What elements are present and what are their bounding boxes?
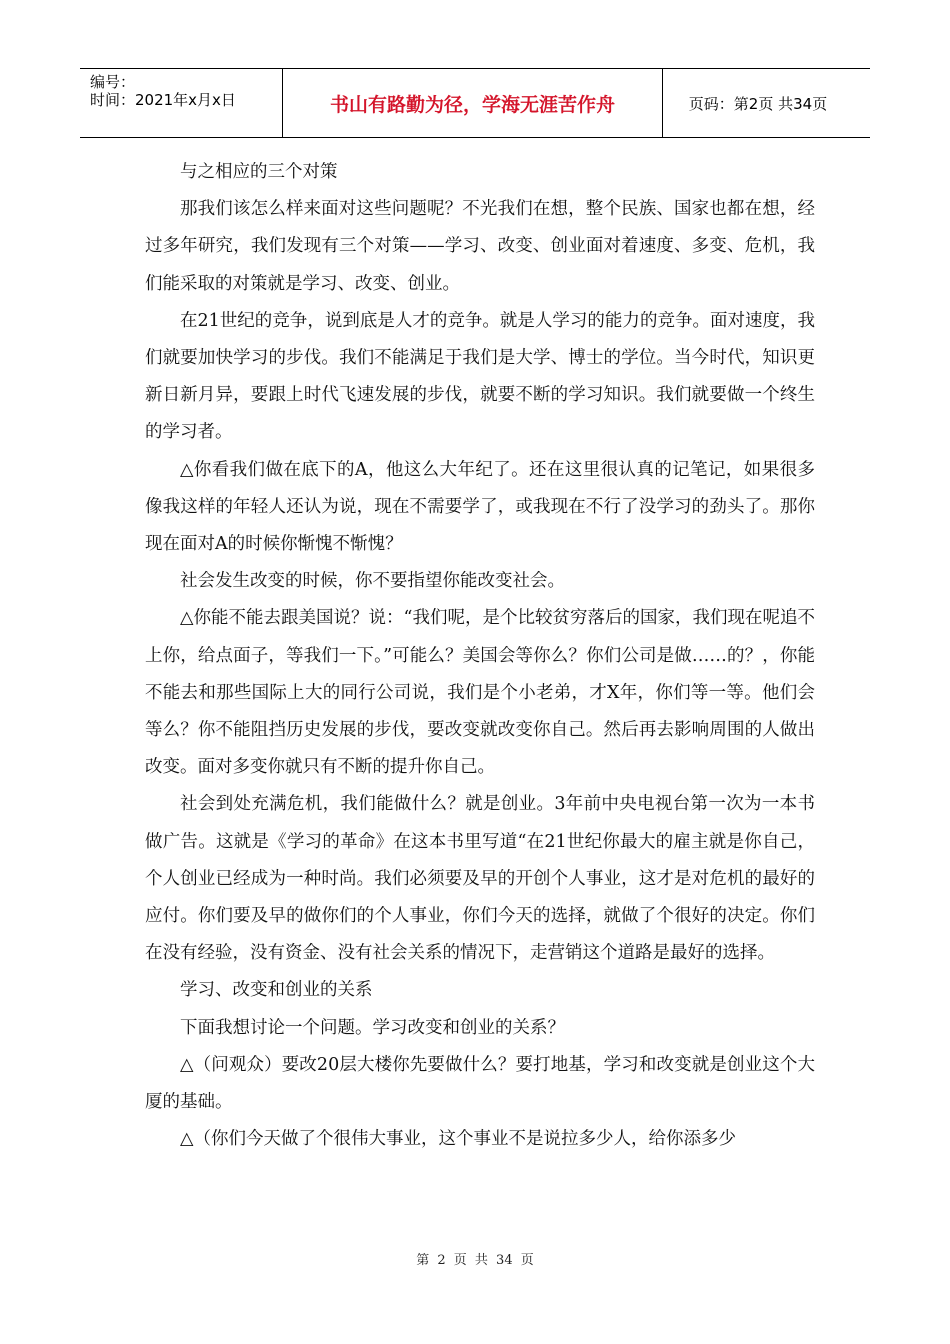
paragraph: △（你们今天做了个很伟大事业，这个事业不是说拉多少人，给你添多少	[180, 1129, 736, 1150]
paragraph: △你看我们做在底下的A，他这么大年纪了。还在这里很认真的记笔记，如果很多像我这样的年轻人还认为说，现在不需要学了，或我现在不行了没学习的劲头了。那你现在面对A的时候你惭愧不惭愧？	[145, 459, 815, 555]
page-header	[80, 68, 870, 138]
serial-number-label: 编号：	[90, 73, 136, 91]
paragraph: 社会发生改变的时候，你不要指望你能改变社会。	[180, 571, 565, 592]
date-line: 时间：2021年x月x日	[90, 91, 236, 109]
header-page-cell	[663, 69, 870, 137]
paragraph: 在21世纪的竞争，说到底是人才的竞争。就是人学习的能力的竞争。面对速度，我们就要加快学习的步伐。我们不能满足于我们是大学、博士的学位。当今时代，知识更新日新月异，要跟上时代飞速发展的步伐，就要不断的学习知识。我们就要做一个终生的学习者。	[145, 310, 815, 443]
paragraph: △你能不能去跟美国说？说：“我们呢，是个比较贫穷落后的国家，我们现在呢追不上你，给点面子，等我们一下。”可能么？美国会等你么？你们公司是做……的？，你能不能去和那些国际上大的同行公司说，我们是个小老弟，才X年，你们等一等。他们会等么？你不能阻挡历史发展的步伐，要改变就改变你自己。然后再去影响周围的人做出改变。面对多变你就只有不断的提升你自己。	[145, 608, 815, 778]
subheading-three-strategies: 与之相应的三个对策	[180, 162, 338, 182]
paragraph: 下面我想讨论一个问题。学习改变和创业的关系？	[180, 1017, 565, 1038]
header-motto-cell	[283, 69, 663, 137]
header-motto: 书山有路勤为径，学海无涯苦作舟	[329, 94, 615, 116]
paragraph: 社会到处充满危机，我们能做什么？就是创业。3年前中央电视台第一次为一本书做广告。这就是《学习的革命》在这本书里写道“在21世纪你最大的雇主就是你自己，个人创业已经成为一种时尚。我们必须要及早的开创个人事业，这才是对危机的最好的应付。你们要及早的做你们的个人事业，你们今天的选择，就做了个很好的决定。你们在没有经验，没有资金、没有社会关系的情况下，走营销这个道路是最好的选择。	[145, 794, 815, 964]
page-footer: 第 2 页 共 34 页	[416, 1253, 534, 1268]
header-meta-cell	[80, 69, 283, 137]
paragraph: 那我们该怎么样来面对这些问题呢？不光我们在想，整个民族、国家也都在想，经过多年研究，我们发现有三个对策——学习、改变、创业面对着速度、多变、危机，我们能采取的对策就是学习、改变、创业。	[145, 199, 815, 294]
header-page-info: 页码：第2页 共34页	[688, 95, 828, 113]
paragraph: △（问观众）要改20层大楼你先要做什么？要打地基，学习和改变就是创业这个大厦的基础。	[145, 1054, 815, 1113]
subheading-relationship: 学习、改变和创业的关系	[180, 980, 373, 1001]
document-body	[145, 154, 815, 1158]
